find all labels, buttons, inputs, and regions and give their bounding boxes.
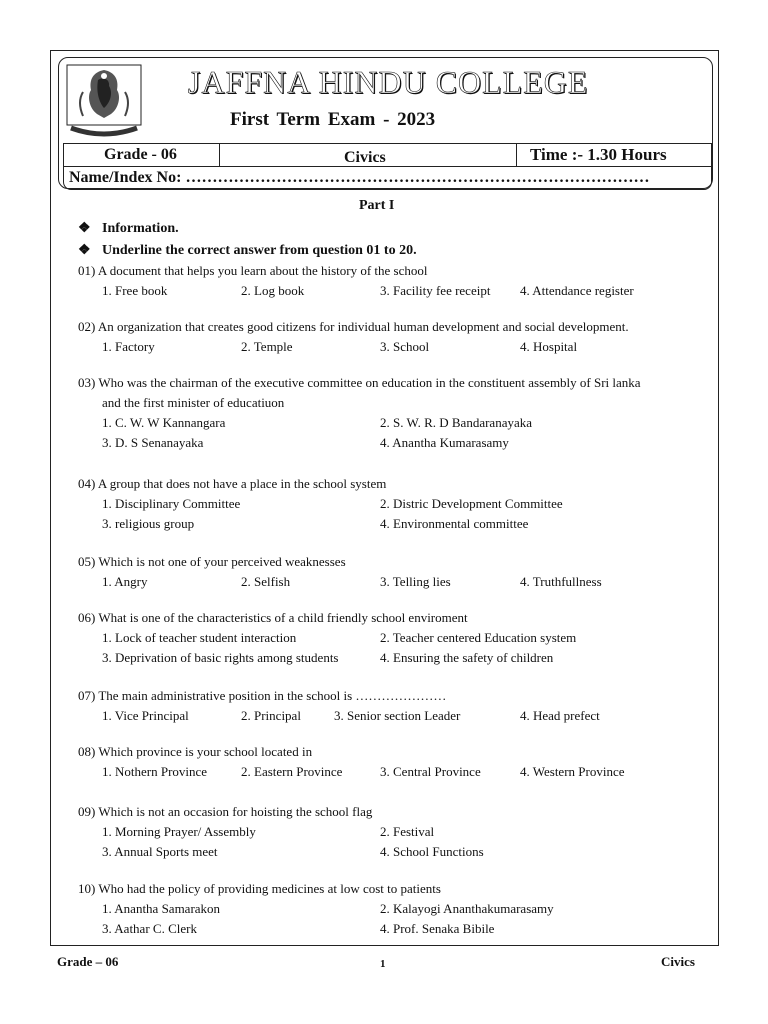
question-09: 09) Which is not an occasion for hoisting the school flag — [78, 804, 373, 819]
option[interactable]: 1. Factory — [102, 339, 155, 354]
footer-subject: Civics — [661, 954, 695, 969]
option[interactable]: 3. Aathar C. Clerk — [102, 921, 197, 936]
option[interactable]: 3. Facility fee receipt — [380, 283, 491, 298]
option[interactable]: 3. Senior section Leader — [334, 708, 461, 723]
option[interactable]: 3. Annual Sports meet — [102, 844, 218, 859]
option[interactable]: 2. Selfish — [241, 574, 291, 589]
question-05: 05) Which is not one of your perceived weaknesses — [78, 554, 346, 569]
option[interactable]: 2. S. W. R. D Bandaranayaka — [380, 415, 533, 430]
option[interactable]: 1. Vice Principal — [102, 708, 189, 723]
option[interactable]: 4. Anantha Kumarasamy — [380, 435, 509, 450]
option[interactable]: 2. Log book — [241, 283, 305, 298]
information-line: ❖ Information. — [78, 221, 179, 236]
option[interactable]: 4. Western Province — [520, 764, 625, 779]
option[interactable]: 4. Environmental committee — [380, 516, 529, 531]
question-07: 07) The main administrative position in the school is ………………… — [78, 688, 447, 703]
option[interactable]: 1. Lock of teacher student interaction — [102, 630, 297, 645]
name-index-field[interactable]: Name/Index No: …………………………………………………………………………… — [63, 166, 712, 190]
question-01: 01) A document that helps you learn about the history of the school — [78, 263, 428, 278]
question-02: 02) An organization that creates good citizens for individual human development and social development. — [78, 319, 629, 334]
divider — [516, 144, 517, 166]
option[interactable]: 2. Kalayogi Ananthakumarasamy — [380, 901, 554, 916]
question-04: 04) A group that does not have a place in the school system — [78, 476, 387, 491]
diamond-bullet-icon: ❖ — [78, 243, 91, 258]
option[interactable]: 1. Morning Prayer/ Assembly — [102, 824, 256, 839]
option[interactable]: 3. School — [380, 339, 430, 354]
option[interactable]: 3. Deprivation of basic rights among students — [102, 650, 339, 665]
option[interactable]: 4. School Functions — [380, 844, 484, 859]
option[interactable]: 3. Central Province — [380, 764, 481, 779]
school-name: JAFFNA HINDU COLLEGE — [188, 64, 589, 100]
time-label: Time :- 1.30 Hours — [530, 145, 667, 164]
option[interactable]: 2. Festival — [380, 824, 435, 839]
option[interactable]: 4. Truthfullness — [520, 574, 602, 589]
option[interactable]: 2. Eastern Province — [241, 764, 343, 779]
option[interactable]: 1. Nothern Province — [102, 764, 208, 779]
question-10: 10) Who had the policy of providing medicines at low cost to patients — [78, 881, 441, 896]
page-number: 1 — [380, 958, 386, 970]
option[interactable]: 1. C. W. W Kannangara — [102, 415, 226, 430]
footer-grade: Grade – 06 — [57, 954, 119, 969]
option[interactable]: 3. religious group — [102, 516, 195, 531]
question-06: 06) What is one of the characteristics of a child friendly school enviroment — [78, 610, 468, 625]
option[interactable]: 1. Anantha Samarakon — [102, 901, 221, 916]
grade-label: Grade - 06 — [104, 146, 177, 163]
question-03: 03) Who was the chairman of the executive committee on education in the constituent assembly of Sri lanka — [78, 375, 641, 390]
diamond-bullet-icon: ❖ — [78, 221, 91, 236]
option[interactable]: 1. Disciplinary Committee — [102, 496, 241, 511]
divider — [219, 144, 220, 166]
info-row — [63, 143, 712, 167]
option[interactable]: 2. Temple — [241, 339, 293, 354]
option[interactable]: 1. Angry — [102, 574, 148, 589]
option[interactable]: 3. D. S Senanayaka — [102, 435, 204, 450]
option[interactable]: 2. Principal — [241, 708, 301, 723]
option[interactable]: 2. Distric Development Committee — [380, 496, 563, 511]
subject-label: Civics — [344, 149, 386, 166]
option[interactable]: 4. Ensuring the safety of children — [380, 650, 554, 665]
school-crest-icon — [63, 62, 145, 142]
option[interactable]: 3. Telling lies — [380, 574, 451, 589]
exam-title: First Term Exam - 2023 — [230, 109, 436, 130]
option[interactable]: 4. Hospital — [520, 339, 578, 354]
option[interactable]: 1. Free book — [102, 283, 168, 298]
option[interactable]: 2. Teacher centered Education system — [380, 630, 577, 645]
instruction-line: ❖ Underline the correct answer from question 01 to 20. — [78, 243, 417, 258]
question-03-continued: and the first minister of educatiuon — [102, 395, 285, 410]
option[interactable]: 4. Prof. Senaka Bibile — [380, 921, 495, 936]
part-heading: Part I — [359, 198, 395, 213]
option[interactable]: 4. Attendance register — [520, 283, 634, 298]
question-08: 08) Which province is your school located in — [78, 744, 313, 759]
option[interactable]: 4. Head prefect — [520, 708, 600, 723]
